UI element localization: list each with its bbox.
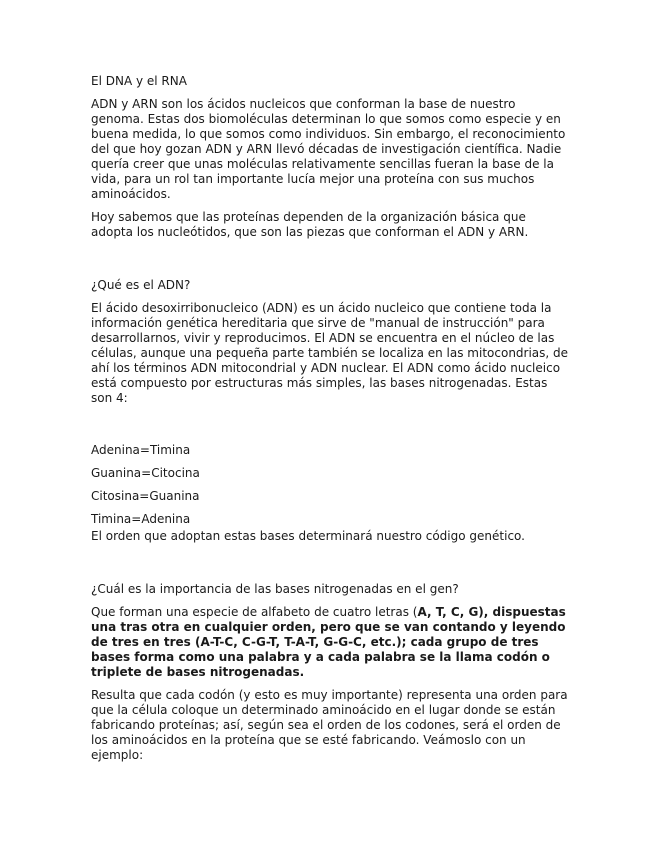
bases-list	[91, 443, 569, 527]
codon-paragraph: Resulta que cada codón (y esto es muy importante) representa una orden para que la célula coloque un determinado aminoácido en el lugar donde se están fabricando proteínas; así, según sea el orden de los codones, será el orden de los aminoácidos en la proteína que se esté fabricando. Veámoslo con un ejemplo:	[91, 688, 568, 762]
spacer	[91, 248, 569, 278]
genetic-code-paragraph: El orden que adoptan estas bases determinará nuestro código genético.	[91, 529, 525, 543]
intro-paragraph: ADN y ARN son los ácidos nucleicos que conforman la base de nuestro genoma. Estas dos biomoléculas determinan lo que somos como especie y en buena medida, lo que somos como individuos. Sin embargo, el reconocimiento del que hoy gozan ADN y ARN llevó décadas de investigación científica. Nadie quería creer que unas moléculas relativamente sencillas fueran la base de la vida, para un rol tan importante lucía mejor una proteína con sus muchos aminoácidos.	[91, 97, 566, 201]
document-page	[91, 74, 569, 771]
alphabet-lead-text: Que forman una especie de alfabeto de cuatro letras (	[91, 605, 418, 619]
base-pair-item: Timina=Adenina	[91, 512, 191, 526]
section-title-importancia-bases: ¿Cuál es la importancia de las bases nitrogenadas en el gen?	[91, 582, 459, 596]
proteins-paragraph: Hoy sabemos que las proteínas dependen de la organización básica que adopta los nucleótidos, que son las piezas que conforman el ADN y ARN.	[91, 210, 529, 239]
alphabet-bold-text: A, T, C, G), dispuestas una tras otra en cualquier orden, pero que se van contando y leyendo de tres en tres (A-T-C, C-G-T, T-A-T, G-G-C, etc.); cada grupo de tres bases forma como una palabra y a cada palabra se la llama codón o triplete de bases nitrogenadas.	[91, 605, 566, 679]
base-pair-item: Adenina=Timina	[91, 443, 191, 457]
section-title-que-es-adn: ¿Qué es el ADN?	[91, 278, 191, 292]
base-pair-item: Guanina=Citocina	[91, 466, 200, 480]
spacer	[91, 552, 569, 582]
adn-definition-paragraph: El ácido desoxirribonucleico (ADN) es un ácido nucleico que contiene toda la información genética hereditaria que sirve de "manual de instrucción" para desarrollarnos, vivir y reproducimos. El ADN se encuentra en el núcleo de las células, aunque una pequeña parte también se localiza en las mitocondrias, de ahí los términos ADN mitocondrial y ADN nuclear. El ADN como ácido nucleico está compuesto por estructuras más simples, las bases nitrogenadas. Estas son 4:	[91, 301, 569, 405]
alphabet-paragraph	[91, 605, 569, 680]
base-pair-item: Citosina=Guanina	[91, 489, 200, 503]
spacer	[91, 414, 569, 443]
section-title-dna-rna: El DNA y el RNA	[91, 74, 187, 88]
